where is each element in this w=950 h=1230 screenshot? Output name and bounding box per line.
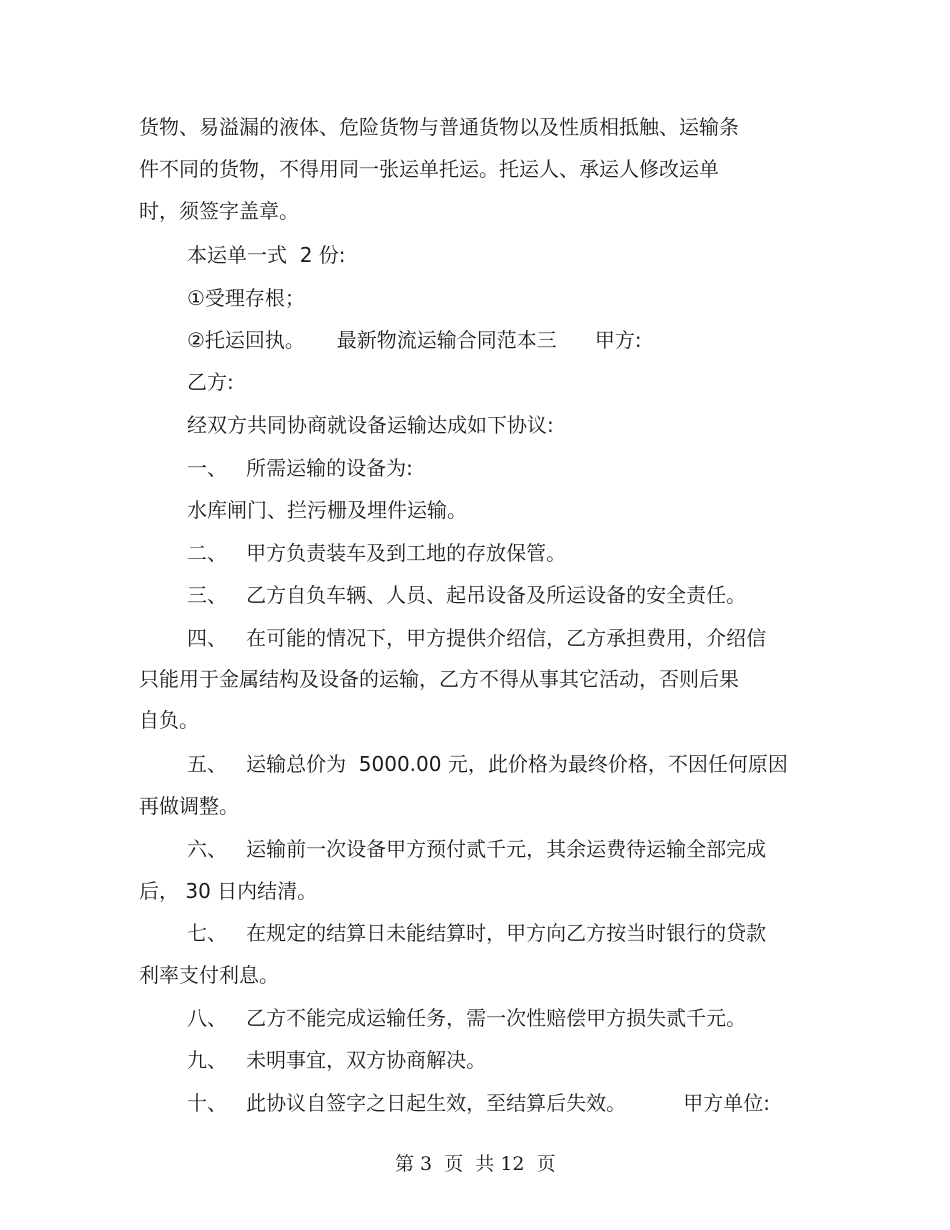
text-line: ②托运回执。 最新物流运输合同范本三 甲方: — [187, 328, 642, 352]
text-line: 后， 30 日内结清。 — [139, 879, 318, 903]
text-line: 本运单一式 2 份: — [187, 243, 346, 267]
text-line: 一、 所需运输的设备为: — [187, 456, 413, 480]
text-line: 八、 乙方不能完成运输任务，需一次性赔偿甲方损失贰千元。 — [187, 1006, 747, 1030]
text-line: 水库闸门、拦污栅及埋件运输。 — [187, 498, 467, 522]
text-line: 十、 此协议自签字之日起生效，至结算后失效。 甲方单位: — [187, 1091, 771, 1115]
text-line: 再做调整。 — [139, 794, 239, 818]
text-line: 五、 运输总价为 5000.00 元，此价格为最终价格，不因任何原因 — [187, 752, 788, 776]
text-line: 件不同的货物，不得用同一张运单托运。托运人、承运人修改运单 — [139, 157, 719, 181]
page-number-footer: 第 3 页 共 12 页 — [395, 1153, 556, 1175]
text-line: 七、 在规定的结算日未能结算时，甲方向乙方按当时银行的贷款 — [187, 921, 767, 945]
text-line: 九、 未明事宜，双方协商解决。 — [187, 1048, 487, 1072]
text-line: ①受理存根； — [187, 286, 305, 310]
text-line: 经双方共同协商就设备运输达成如下协议: — [187, 413, 554, 437]
text-line: 货物、易溢漏的液体、危险货物与普通货物以及性质相抵触、运输条 — [139, 115, 739, 139]
text-line: 二、 甲方负责装车及到工地的存放保管。 — [187, 541, 567, 565]
text-line: 乙方: — [187, 370, 234, 394]
text-line: 时，须签字盖章。 — [139, 199, 299, 223]
text-line: 四、 在可能的情况下，甲方提供介绍信，乙方承担费用，介绍信 — [187, 626, 767, 650]
text-line: 利率支付利息。 — [139, 963, 279, 987]
text-line: 自负。 — [139, 708, 199, 732]
text-line: 六、 运输前一次设备甲方预付贰千元，其余运费待运输全部完成 — [187, 837, 767, 861]
text-line: 只能用于金属结构及设备的运输，乙方不得从事其它活动，否则后果 — [139, 667, 739, 691]
text-line: 三、 乙方自负车辆、人员、起吊设备及所运设备的安全责任。 — [187, 583, 747, 607]
